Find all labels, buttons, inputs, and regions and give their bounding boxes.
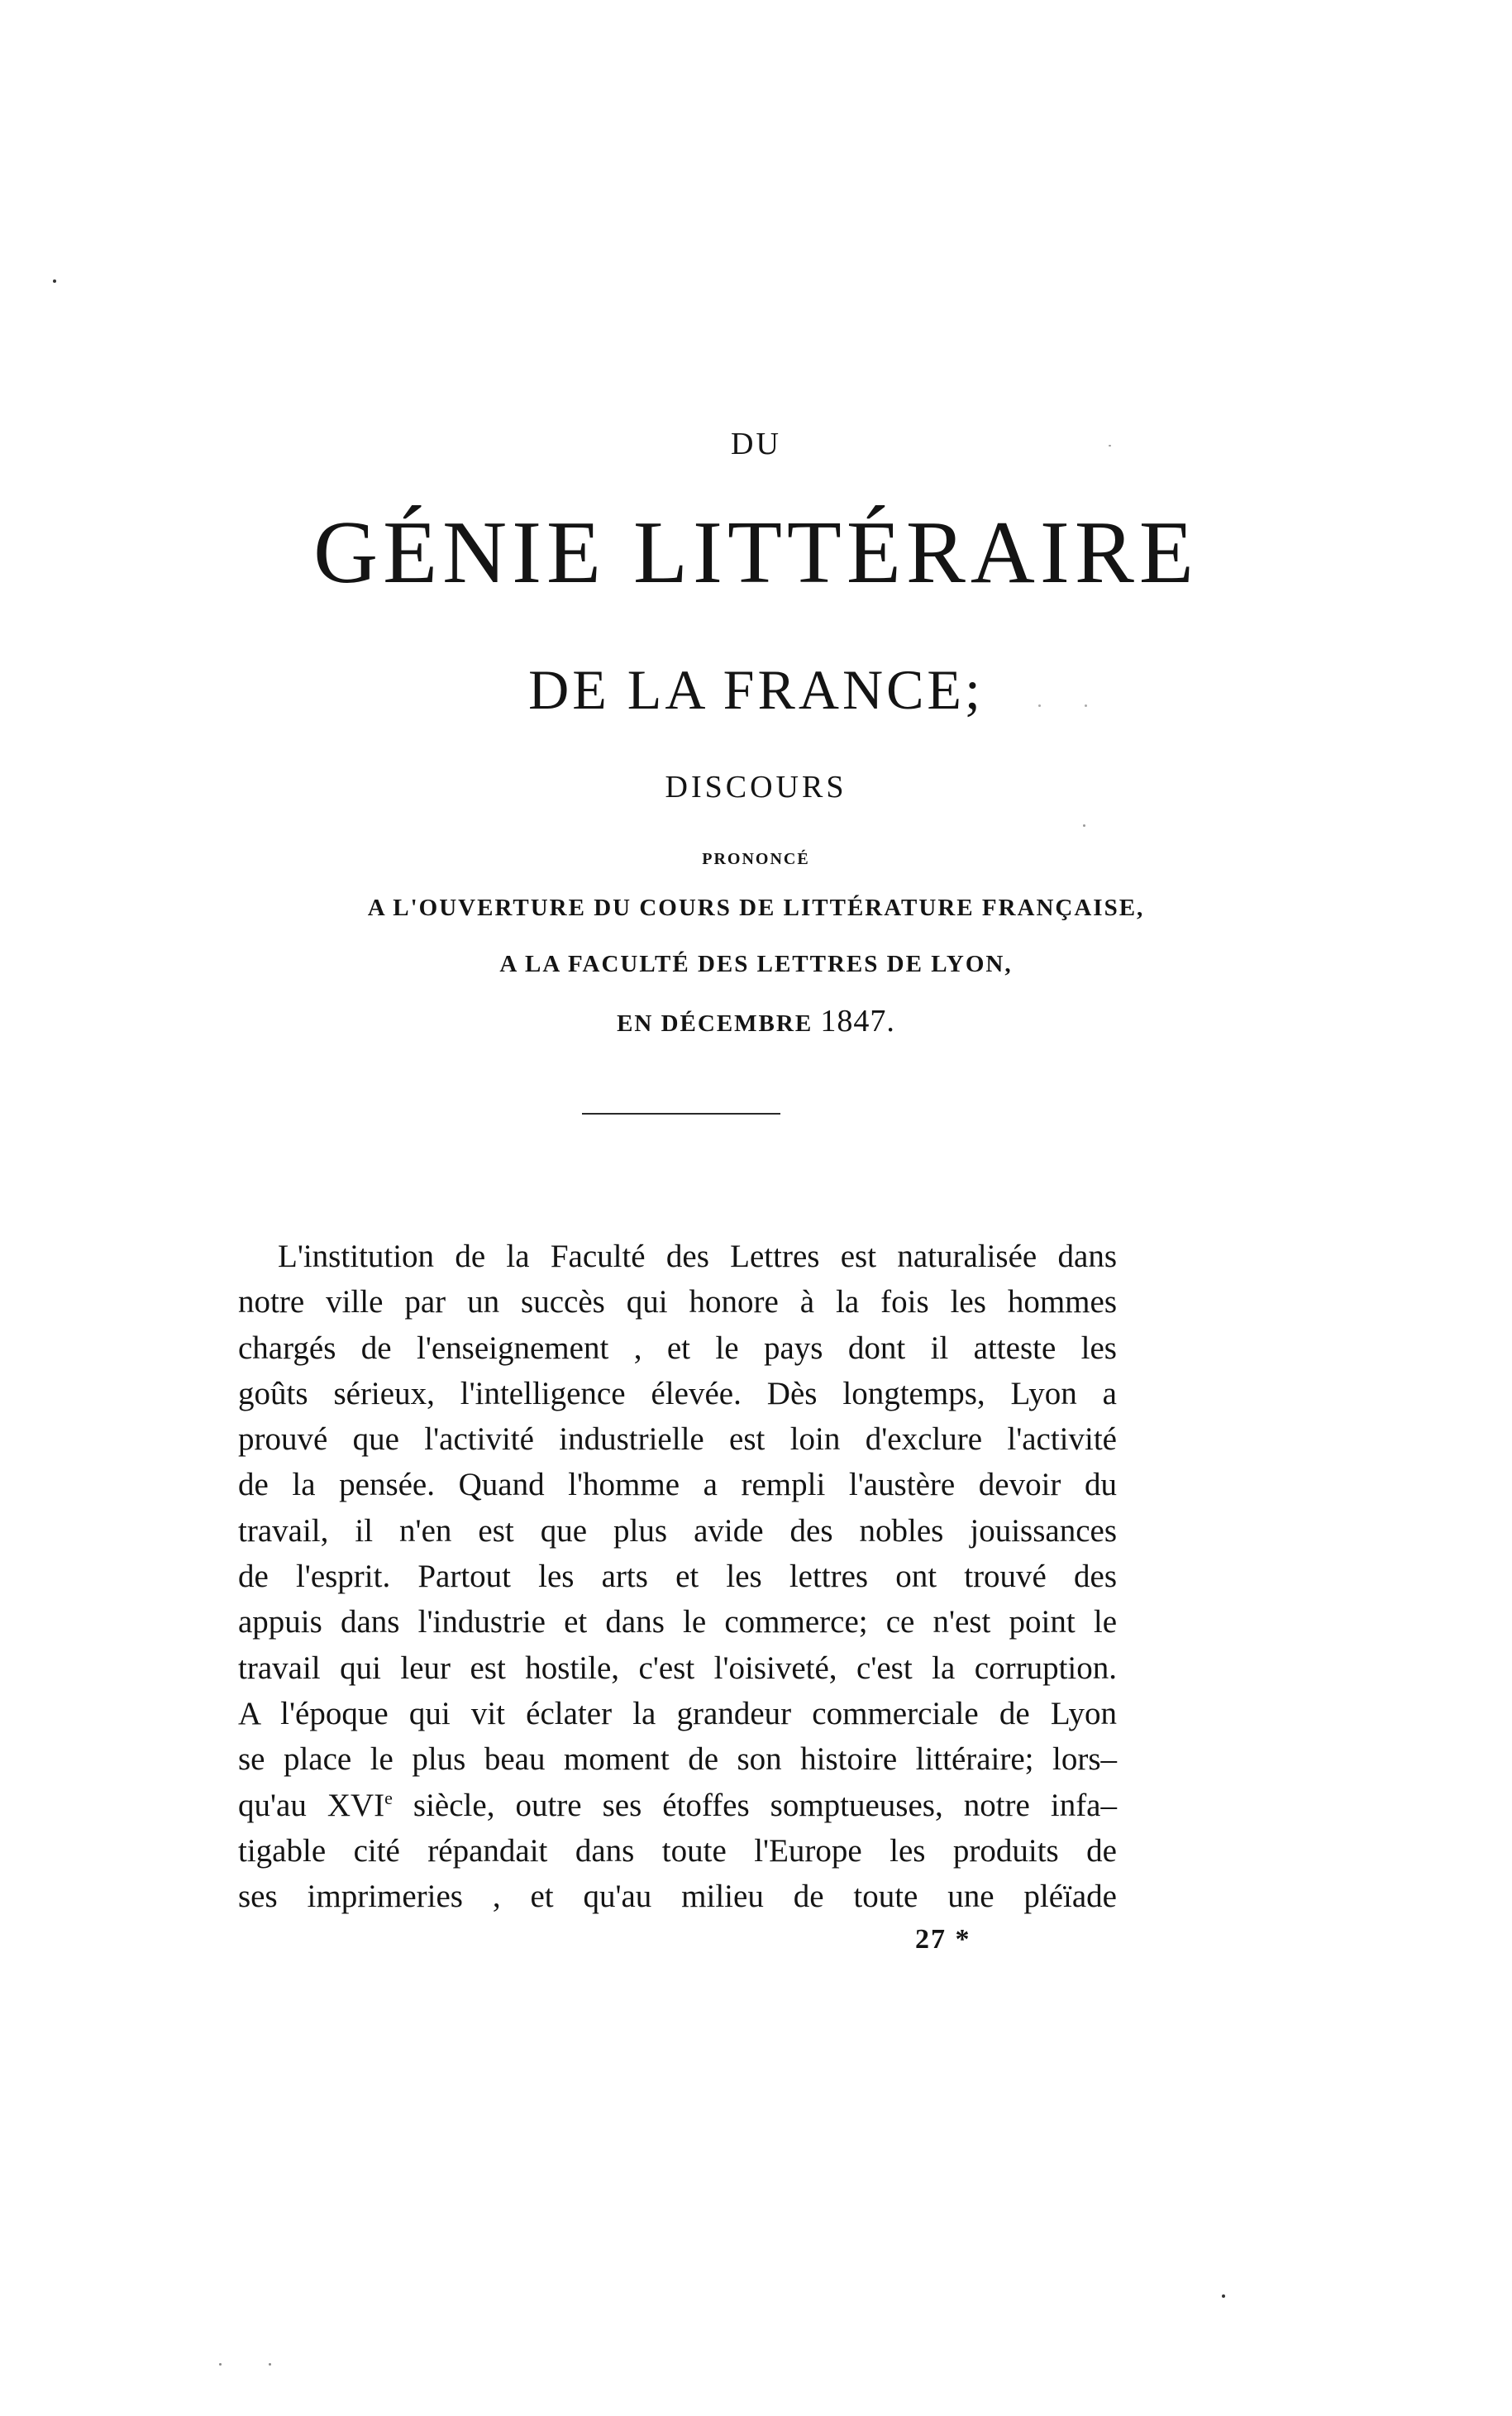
occasion-year: 1847.: [820, 1004, 895, 1038]
scan-speck: [1109, 445, 1111, 446]
scan-speck: [1038, 704, 1041, 707]
scan-speck: [1085, 704, 1087, 707]
body-line: travail qui leur est hostile, c'est l'oisiveté, c'est la corruption.: [238, 1650, 1117, 1686]
body-line: appuis dans l'industrie et dans le commerce; ce n'est point le: [238, 1604, 1117, 1640]
body-line: ses imprimeries , et qu'au milieu de toute une pléïade: [238, 1879, 1117, 1915]
body-line: tigable cité répandait dans toute l'Europe les produits de: [238, 1832, 1117, 1869]
occasion-line-3: [0, 1003, 1512, 1039]
body-line: se place le plus beau moment de son histoire littéraire; lors–: [238, 1741, 1117, 1778]
scan-speck: [1222, 2294, 1225, 2298]
body-line: A l'époque qui vit éclater la grandeur commerciale de Lyon: [238, 1695, 1117, 1731]
sub-title: DE LA FRANCE;: [528, 658, 984, 721]
body-line-xvi: [238, 1783, 1117, 1828]
occasion-date-prefix: EN DÉCEMBRE: [617, 1010, 813, 1037]
body-paragraph: [238, 1234, 1117, 1919]
body-line: de l'esprit. Partout les arts et les lettres ont trouvé des: [238, 1559, 1117, 1595]
main-title: GÉNIE LITTÉRAIRE: [313, 504, 1199, 602]
body-line: travail, il n'en est que plus avide des nobles jouissances: [238, 1512, 1117, 1549]
scan-speck: [219, 2363, 222, 2366]
occasion-line-1: A L'OUVERTURE DU COURS DE LITTÉRATURE FRANÇAISE,: [367, 895, 1145, 921]
scan-speck: [1083, 824, 1085, 827]
body-line: de la pensée. Quand l'homme a rempli l'austère devoir du: [238, 1467, 1117, 1503]
prononce-label: PRONONCÉ: [702, 850, 810, 868]
body-line: chargés de l'enseignement , et le pays dont il atteste les: [238, 1330, 1117, 1366]
xvi-text-before: qu'au XVI: [238, 1787, 385, 1823]
body-line: goûts sérieux, l'intelligence élevée. Dès longtemps, Lyon a: [238, 1375, 1117, 1411]
body-line: prouvé que l'activité industrielle est loin d'exclure l'activité: [238, 1421, 1117, 1458]
discours-heading: DISCOURS: [665, 770, 847, 805]
xvi-superscript: e: [384, 1787, 393, 1808]
xvi-text-after: siècle, outre ses étoffes somptueuses, notre infa–: [392, 1787, 1117, 1823]
scan-speck: [53, 279, 56, 283]
pre-title: DU: [731, 427, 781, 461]
body-line: L'institution de la Faculté des Lettres est naturalisée dans: [278, 1239, 1117, 1274]
section-divider: [582, 1113, 780, 1115]
scan-speck: [269, 2363, 271, 2366]
body-line: notre ville par un succès qui honore à la fois les hommes: [238, 1284, 1117, 1320]
occasion-line-2: A LA FACULTÉ DES LETTRES DE LYON,: [499, 951, 1013, 977]
page-folio: 27 *: [915, 1924, 971, 1955]
